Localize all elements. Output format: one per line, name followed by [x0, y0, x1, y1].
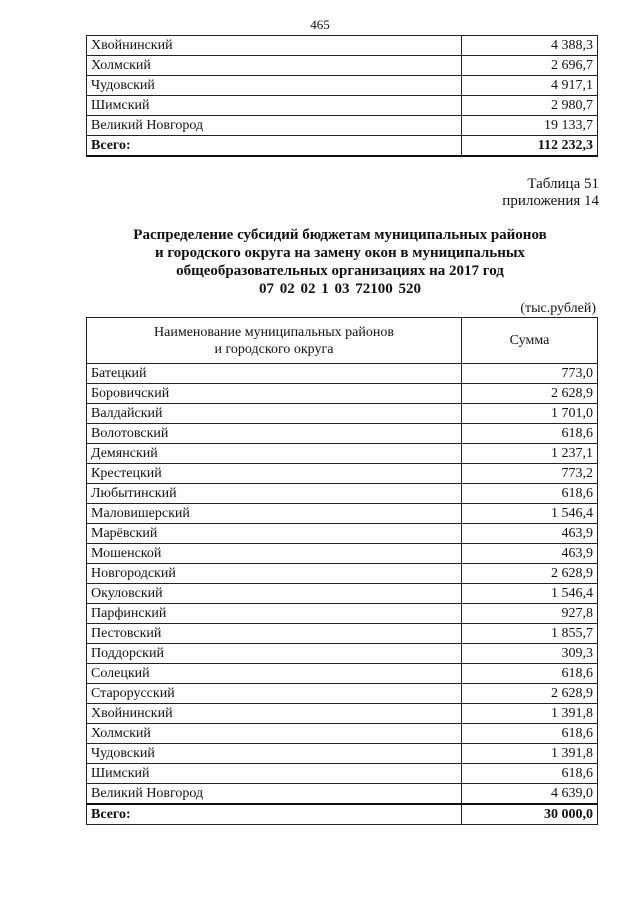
district-name: Боровичский — [87, 384, 462, 404]
amount-value: 2 628,9 — [462, 564, 598, 584]
header-row — [87, 318, 598, 364]
table-row — [87, 524, 598, 544]
amount-value: 4 639,0 — [462, 784, 598, 805]
table-row — [87, 724, 598, 744]
table-row — [87, 404, 598, 424]
district-name: Маловишерский — [87, 504, 462, 524]
table-label — [502, 176, 599, 210]
district-name: Солецкий — [87, 664, 462, 684]
table-row — [87, 76, 598, 96]
total-value: 30 000,0 — [462, 804, 598, 825]
district-name: Любытинский — [87, 484, 462, 504]
district-name: Холмский — [87, 56, 462, 76]
amount-value: 618,6 — [462, 424, 598, 444]
district-name: Великий Новгород — [87, 116, 462, 136]
district-name: Шимский — [87, 764, 462, 784]
table-row — [87, 704, 598, 724]
district-name: Хвойнинский — [87, 704, 462, 724]
district-name: Окуловский — [87, 584, 462, 604]
total-value: 112 232,3 — [462, 136, 598, 157]
district-name: Новгородский — [87, 564, 462, 584]
column-header-sum: Сумма — [462, 318, 598, 364]
district-name: Валдайский — [87, 404, 462, 424]
table-row — [87, 624, 598, 644]
table-row — [87, 444, 598, 464]
amount-value: 463,9 — [462, 544, 598, 564]
district-name: Хвойнинский — [87, 36, 462, 56]
amount-value: 1 391,8 — [462, 744, 598, 764]
district-name: Мошенской — [87, 544, 462, 564]
total-row — [87, 804, 598, 825]
appendix-number: приложения 14 — [502, 193, 599, 209]
title-line: общеобразовательных организациях на 2017 год — [176, 263, 504, 279]
table-row — [87, 116, 598, 136]
table-row — [87, 564, 598, 584]
table-row — [87, 684, 598, 704]
table-row — [87, 424, 598, 444]
district-name: Марёвский — [87, 524, 462, 544]
table-row — [87, 604, 598, 624]
amount-value: 1 546,4 — [462, 584, 598, 604]
units-label: (тыс.рублей) — [520, 301, 596, 316]
district-name: Великий Новгород — [87, 784, 462, 805]
district-name: Чудовский — [87, 76, 462, 96]
table-row — [87, 56, 598, 76]
amount-value: 773,0 — [462, 364, 598, 384]
table-row — [87, 484, 598, 504]
table-row — [87, 764, 598, 784]
amount-value: 2 628,9 — [462, 684, 598, 704]
district-name: Батецкий — [87, 364, 462, 384]
district-name: Шимский — [87, 96, 462, 116]
amount-value: 2 628,9 — [462, 384, 598, 404]
title-line: и городского округа на замену окон в муниципальных — [154, 245, 526, 261]
amount-value: 1 546,4 — [462, 504, 598, 524]
amount-value: 618,6 — [462, 664, 598, 684]
table-row — [87, 664, 598, 684]
continued-table-body — [87, 36, 598, 157]
amount-value: 4 917,1 — [462, 76, 598, 96]
table-row — [87, 504, 598, 524]
total-row — [87, 136, 598, 157]
table-title — [80, 226, 600, 298]
header-name-line: Наименование муниципальных районов — [154, 324, 394, 340]
table-number: Таблица 51 — [527, 176, 599, 192]
amount-value: 1 701,0 — [462, 404, 598, 424]
total-label: Всего: — [87, 804, 462, 825]
table-row — [87, 464, 598, 484]
budget-code: 07 02 02 1 03 72100 520 — [259, 281, 421, 297]
district-name: Крестецкий — [87, 464, 462, 484]
amount-value: 927,8 — [462, 604, 598, 624]
district-name: Поддорский — [87, 644, 462, 664]
table-row — [87, 36, 598, 56]
amount-value: 19 133,7 — [462, 116, 598, 136]
title-line: Распределение субсидий бюджетам муниципальных районов — [133, 227, 547, 243]
district-name: Демянский — [87, 444, 462, 464]
district-name: Пестовский — [87, 624, 462, 644]
amount-value: 463,9 — [462, 524, 598, 544]
header-name-line: и городского округа — [214, 341, 334, 357]
subsidy-table-body — [87, 364, 598, 825]
amount-value: 618,6 — [462, 484, 598, 504]
subsidy-table — [86, 317, 598, 825]
district-name: Холмский — [87, 724, 462, 744]
continued-table — [86, 35, 598, 157]
table-row — [87, 96, 598, 116]
amount-value: 1 855,7 — [462, 624, 598, 644]
total-label: Всего: — [87, 136, 462, 157]
table-row — [87, 644, 598, 664]
amount-value: 4 388,3 — [462, 36, 598, 56]
table-row — [87, 784, 598, 805]
page-number: 465 — [310, 17, 330, 32]
amount-value: 618,6 — [462, 724, 598, 744]
table-row — [87, 364, 598, 384]
amount-value: 1 237,1 — [462, 444, 598, 464]
district-name: Старорусский — [87, 684, 462, 704]
table-row — [87, 744, 598, 764]
amount-value: 309,3 — [462, 644, 598, 664]
amount-value: 2 696,7 — [462, 56, 598, 76]
table-row — [87, 544, 598, 564]
column-header-name — [87, 318, 462, 364]
table-row — [87, 584, 598, 604]
amount-value: 2 980,7 — [462, 96, 598, 116]
table-row — [87, 384, 598, 404]
district-name: Парфинский — [87, 604, 462, 624]
district-name: Волотовский — [87, 424, 462, 444]
amount-value: 618,6 — [462, 764, 598, 784]
amount-value: 1 391,8 — [462, 704, 598, 724]
district-name: Чудовский — [87, 744, 462, 764]
amount-value: 773,2 — [462, 464, 598, 484]
